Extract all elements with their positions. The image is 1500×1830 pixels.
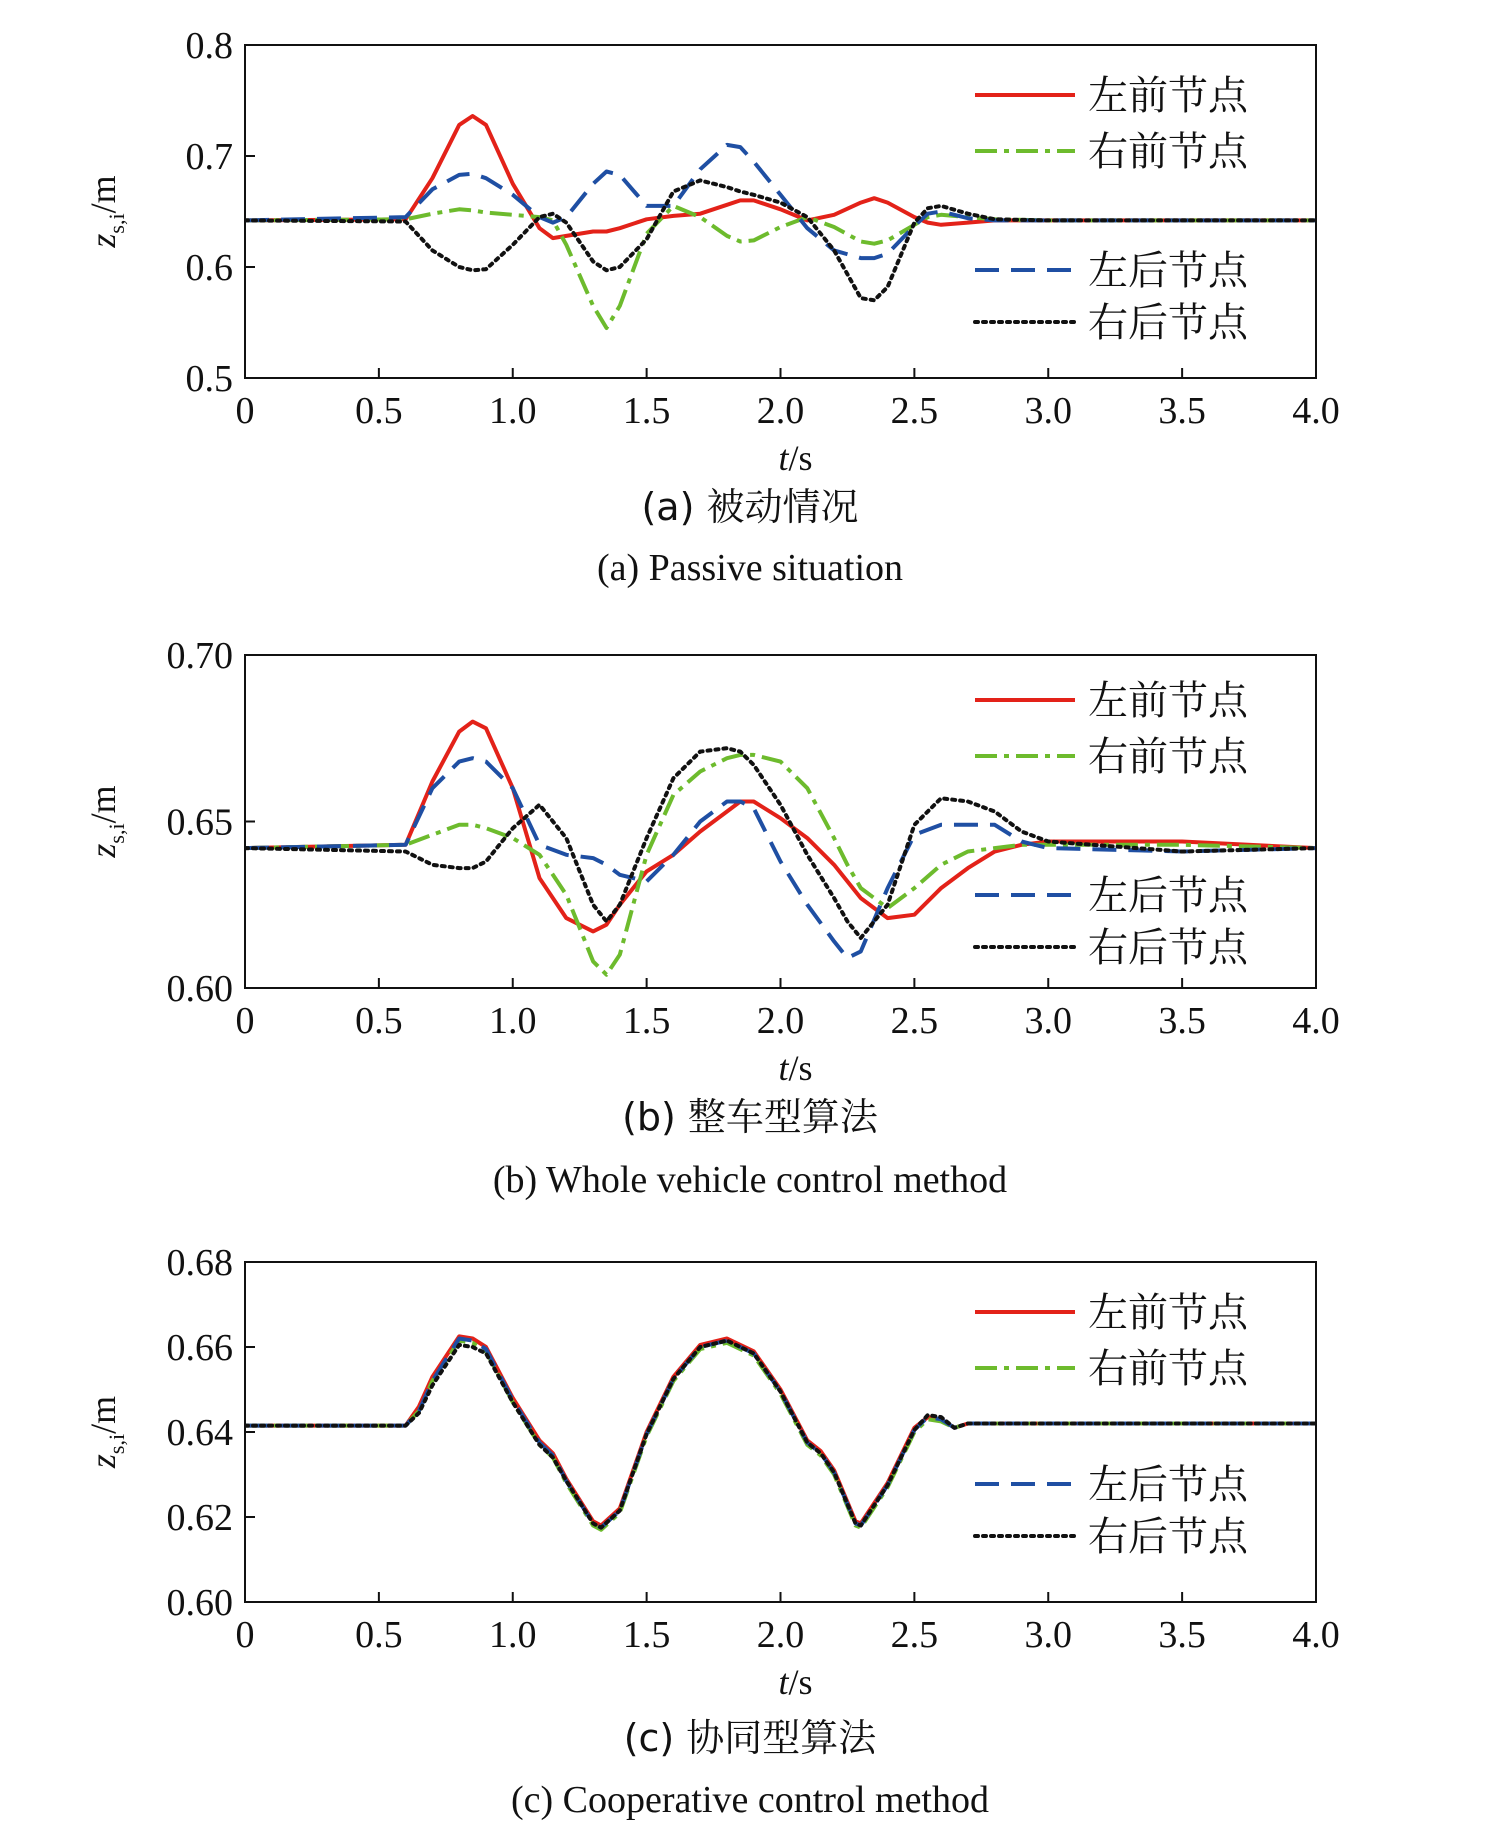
x-tick-label: 3.5 (1158, 390, 1206, 432)
x-tick-label: 3.0 (1024, 1000, 1072, 1042)
y-tick-label: 0.62 (166, 1497, 233, 1539)
y-axis-subscript: s,i (104, 823, 129, 844)
x-axis-var: t (778, 1662, 789, 1702)
y-tick-label: 0.60 (166, 1582, 233, 1624)
y-tick-label: 0.8 (185, 25, 233, 67)
y-tick-label: 0.70 (166, 635, 233, 677)
panel-caption-cn: (c) 协同型算法 (623, 1716, 877, 1760)
x-tick-label: 3.0 (1024, 390, 1072, 432)
x-tick-label: 2.5 (890, 1000, 939, 1042)
x-tick-label: 1.0 (489, 1000, 537, 1042)
x-tick-label: 1.0 (489, 390, 537, 432)
legend-label-2: 右前节点 (1088, 129, 1248, 175)
y-tick-label: 0.64 (166, 1412, 233, 1454)
chart-panel-a (83, 25, 1340, 589)
legend-label-1: 左前节点 (1088, 73, 1248, 119)
legend-label-1: 左前节点 (1088, 1290, 1248, 1336)
y-axis-unit: /m (83, 785, 123, 824)
legend-label-3: 左后节点 (1088, 873, 1248, 919)
x-tick-label: 0.5 (355, 1000, 403, 1042)
y-tick-label: 0.6 (185, 247, 233, 289)
x-tick-label: 2.0 (756, 1000, 805, 1042)
y-axis-subscript: s,i (104, 213, 129, 234)
y-tick-label: 0.66 (166, 1327, 233, 1369)
legend-label-2: 右前节点 (1088, 734, 1248, 780)
x-tick-label: 2.0 (756, 1614, 805, 1656)
y-axis-var: z (83, 843, 123, 858)
legend (975, 73, 1249, 346)
y-axis-unit: /m (83, 175, 123, 214)
legend-label-4: 右后节点 (1088, 925, 1248, 971)
x-tick-label: 0.5 (355, 390, 403, 432)
panel-caption-cn: (a) 被动情况 (641, 485, 859, 529)
panel-caption-en: (a) Passive situation (596, 547, 904, 589)
y-tick-label: 0.65 (166, 801, 233, 844)
legend-label-2: 右前节点 (1088, 1346, 1248, 1392)
x-tick-label: 3.0 (1024, 1614, 1072, 1656)
x-tick-label: 4.0 (1292, 1614, 1340, 1656)
x-axis-title (778, 438, 812, 478)
legend (975, 678, 1249, 971)
x-axis-var: t (778, 1048, 789, 1088)
x-tick-label: 4.0 (1292, 1000, 1340, 1042)
x-tick-label: 2.0 (756, 390, 805, 432)
legend-label-3: 左后节点 (1088, 248, 1248, 294)
y-axis-title (83, 1396, 129, 1469)
x-tick-label: 2.5 (890, 1614, 939, 1656)
x-axis-title (778, 1048, 812, 1088)
legend-label-4: 右后节点 (1088, 300, 1248, 346)
x-axis-title (778, 1662, 812, 1702)
x-tick-label: 0 (235, 1614, 255, 1656)
x-tick-label: 0.5 (355, 1614, 403, 1656)
x-tick-label: 4.0 (1292, 390, 1340, 432)
x-axis-unit: /s (788, 1048, 813, 1088)
panel-caption-en: (b) Whole vehicle control method (492, 1159, 1008, 1201)
panel-caption-cn: (b) 整车型算法 (622, 1095, 878, 1139)
chart-panel-c (83, 1242, 1340, 1821)
x-tick-label: 1.5 (622, 1614, 671, 1656)
y-axis-title (83, 785, 129, 858)
x-tick-label: 1.0 (489, 1614, 537, 1656)
panel-caption-en: (c) Cooperative control method (510, 1779, 990, 1821)
legend-label-4: 右后节点 (1088, 1514, 1248, 1560)
y-tick-label: 0.5 (185, 358, 233, 400)
legend-label-3: 左后节点 (1088, 1462, 1248, 1508)
y-tick-label: 0.7 (185, 136, 233, 178)
y-axis-subscript: s,i (104, 1433, 129, 1455)
x-tick-label: 3.5 (1158, 1614, 1206, 1656)
y-axis-var: z (83, 233, 123, 248)
x-axis-unit: /s (788, 1662, 813, 1702)
y-tick-label: 0.68 (166, 1242, 233, 1284)
x-tick-label: 2.5 (890, 390, 939, 432)
x-axis-var: t (778, 438, 789, 478)
x-tick-label: 0 (235, 390, 255, 432)
y-axis-title (83, 175, 129, 248)
y-tick-label: 0.60 (166, 968, 233, 1010)
x-tick-label: 1.5 (622, 390, 671, 432)
x-tick-label: 0 (235, 1000, 255, 1042)
x-tick-label: 3.5 (1158, 1000, 1206, 1042)
x-axis-unit: /s (788, 438, 813, 478)
y-axis-var: z (83, 1454, 123, 1469)
y-axis-unit: /m (83, 1395, 123, 1434)
legend-label-1: 左前节点 (1088, 678, 1248, 724)
x-tick-label: 1.5 (622, 1000, 671, 1042)
chart-panel-b (83, 635, 1340, 1201)
